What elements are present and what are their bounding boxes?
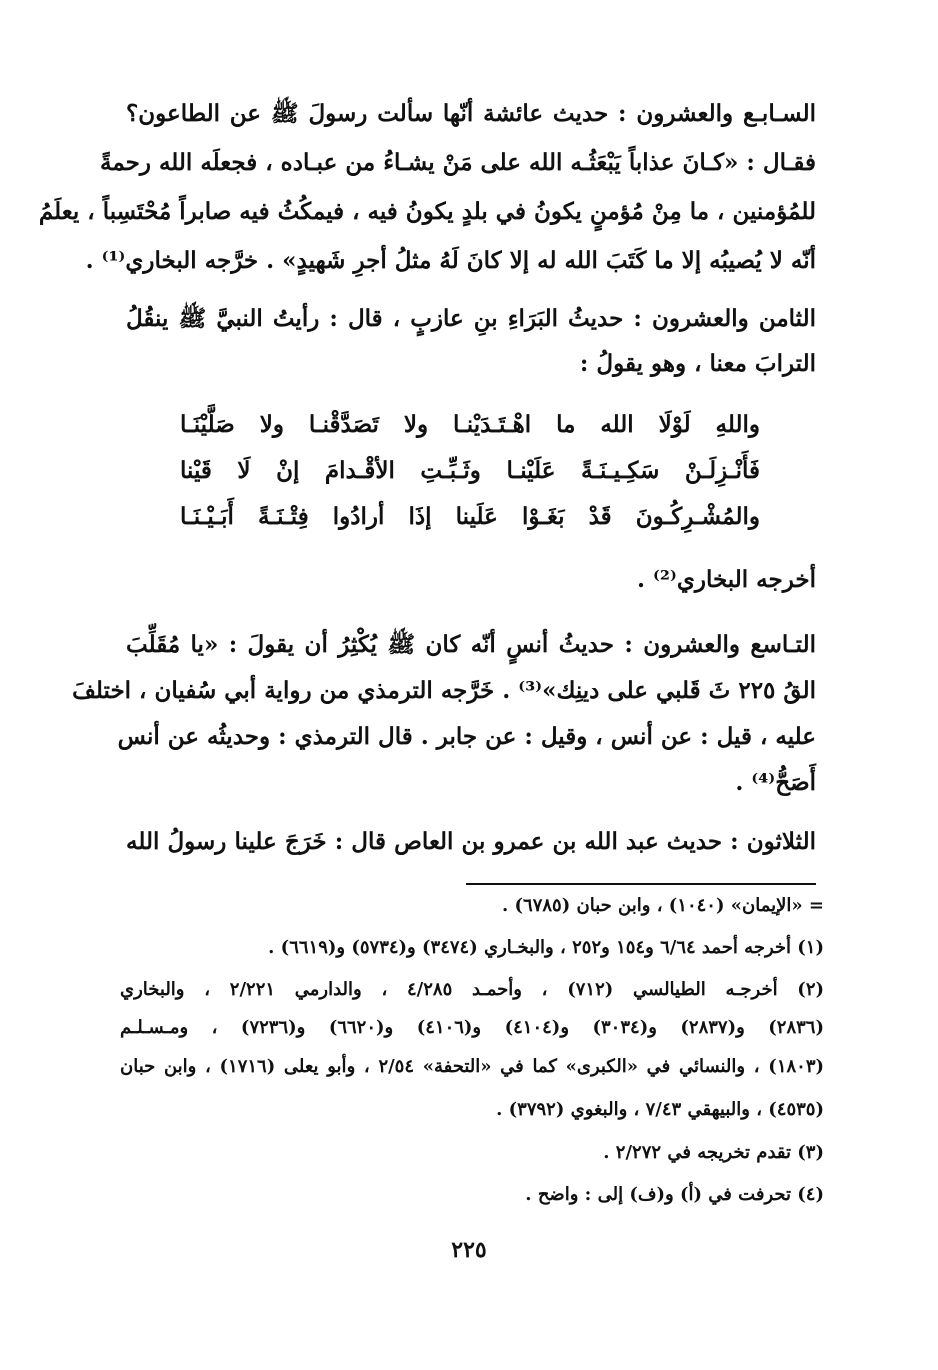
footnote-line: = «الإيمان» (١٠٤٠) ، وابن حبان (٦٧٨٥) . [501, 895, 824, 916]
body-line: الثلاثون : حديث عبد الله بن عمرو بن العاص قال : خَرَجَ علينا رسولُ الله [126, 828, 816, 855]
body-line: الترابَ معنا ، وهو يقولُ : [579, 350, 816, 377]
footnote-line: (٣) تقدم تخريجه في ٢/٢٧٢ . [603, 1142, 824, 1163]
body-line: التـاسع والعشرون : حديثُ أنسٍ أنّه كان ﷺ يُكْثِرُ أن يقولَ : «يا مُقَلِّبَ [126, 631, 816, 658]
footnote-line: (١٨٠٣) ، والنسائي في «الكبرى» كما في «التحفة» ٢/٥٤ ، وأبو يعلى (١٧١٦) ، وابن حبان [120, 1056, 825, 1077]
verse-line: واللهِ لَوْلَا الله ما اهْـتَـدَيْنـا ولا تَصَدَّقْنـا ولا صَلَّيْنَـا [180, 411, 760, 438]
body-line: فقـال : «كـانَ عذاباً يَبْعَثُـه الله على مَنْ يشـاءُ من عبـاده ، فجعلَه الله رحمةً [100, 149, 816, 176]
page-number: ٢٢٥ [451, 1237, 487, 1263]
body-line: القُ ٢٢٥ ثَ قَلبي على دينِك»⁽³⁾ . خَرَّجه الترمذي من رواية أبي سُفيان ، اختلفَ [72, 677, 816, 704]
footnote-line: (٤) تحرفت في (أ) و(ف) إلى : واضح . [525, 1184, 824, 1205]
body-line: أَصَحُّ⁽⁴⁾ . [735, 769, 816, 796]
body-line: السـابـع والعشرون : حديث عائشة أنّها سألت رسولَ ﷺ عن الطاعون؟ [126, 100, 816, 127]
verse-line: والمُشْـرِكُـونَ قَدْ بَغَـوْا عَلَينا إذَا أرادُوا فِتْـنَـةً أَبَـيْـنَـا [180, 503, 760, 530]
footnote-line: (٤٥٣٥) ، والبيهقي ٧/٤٣ ، والبغوي (٣٧٩٢) . [496, 1099, 824, 1120]
footnote-line: (٢٨٣٦) و(٢٨٣٧) و(٣٠٣٤) و(٤١٠٤) و(٤١٠٦) و(٦٦٢٠) و(٧٢٣٦) ، ومـسـلـم [120, 1017, 824, 1038]
footnote-line: (٢) أخرجـه الطيالسي (٧١٢) ، وأحمـد ٤/٢٨٥ ، والدارمي ٢/٢٢١ ، والبخاري [120, 979, 825, 1000]
footnote-separator [466, 883, 816, 885]
verse-line: فَأَنْـزِلَـنْ سَكِـيـنَـةً عَلَيْنـا وثَـبِّـتِ الأقْـدامَ إنْ لَا قَيْنا [180, 457, 760, 484]
body-line: أنّه لا يُصيبُه إلا ما كَتَبَ الله له إلا كانَ لَهُ مثلُ أجرِ شَهيدٍ» . خرَّجه البخاري⁽¹⁾ . [85, 247, 816, 274]
footnote-line: (١) أخرجه أحمد ٦/٦٤ و١٥٤ و٢٥٢ ، والبخـاري (٣٤٧٤) و(٥٧٣٤) و(٦٦١٩) . [268, 937, 824, 958]
body-line: للمُؤمنين ، ما مِنْ مُؤمنٍ يكونُ في بلدٍ يكونُ فيه ، فيمكُثُ فيه صابراً مُحْتَسِباً ، يعلَمُ [38, 198, 816, 225]
body-line: أخرجه البخاري⁽²⁾ . [637, 566, 816, 593]
body-line: الثامن والعشرون : حديثُ البَرَاءِ بنِ عازبٍ ، قال : رأيتُ النبيَّ ﷺ ينقُلُ [126, 305, 816, 332]
body-line: عليه ، قيل : عن أنس ، وقيل : عن جابر . قال الترمذي : وحديثُه عن أنس [117, 723, 816, 750]
